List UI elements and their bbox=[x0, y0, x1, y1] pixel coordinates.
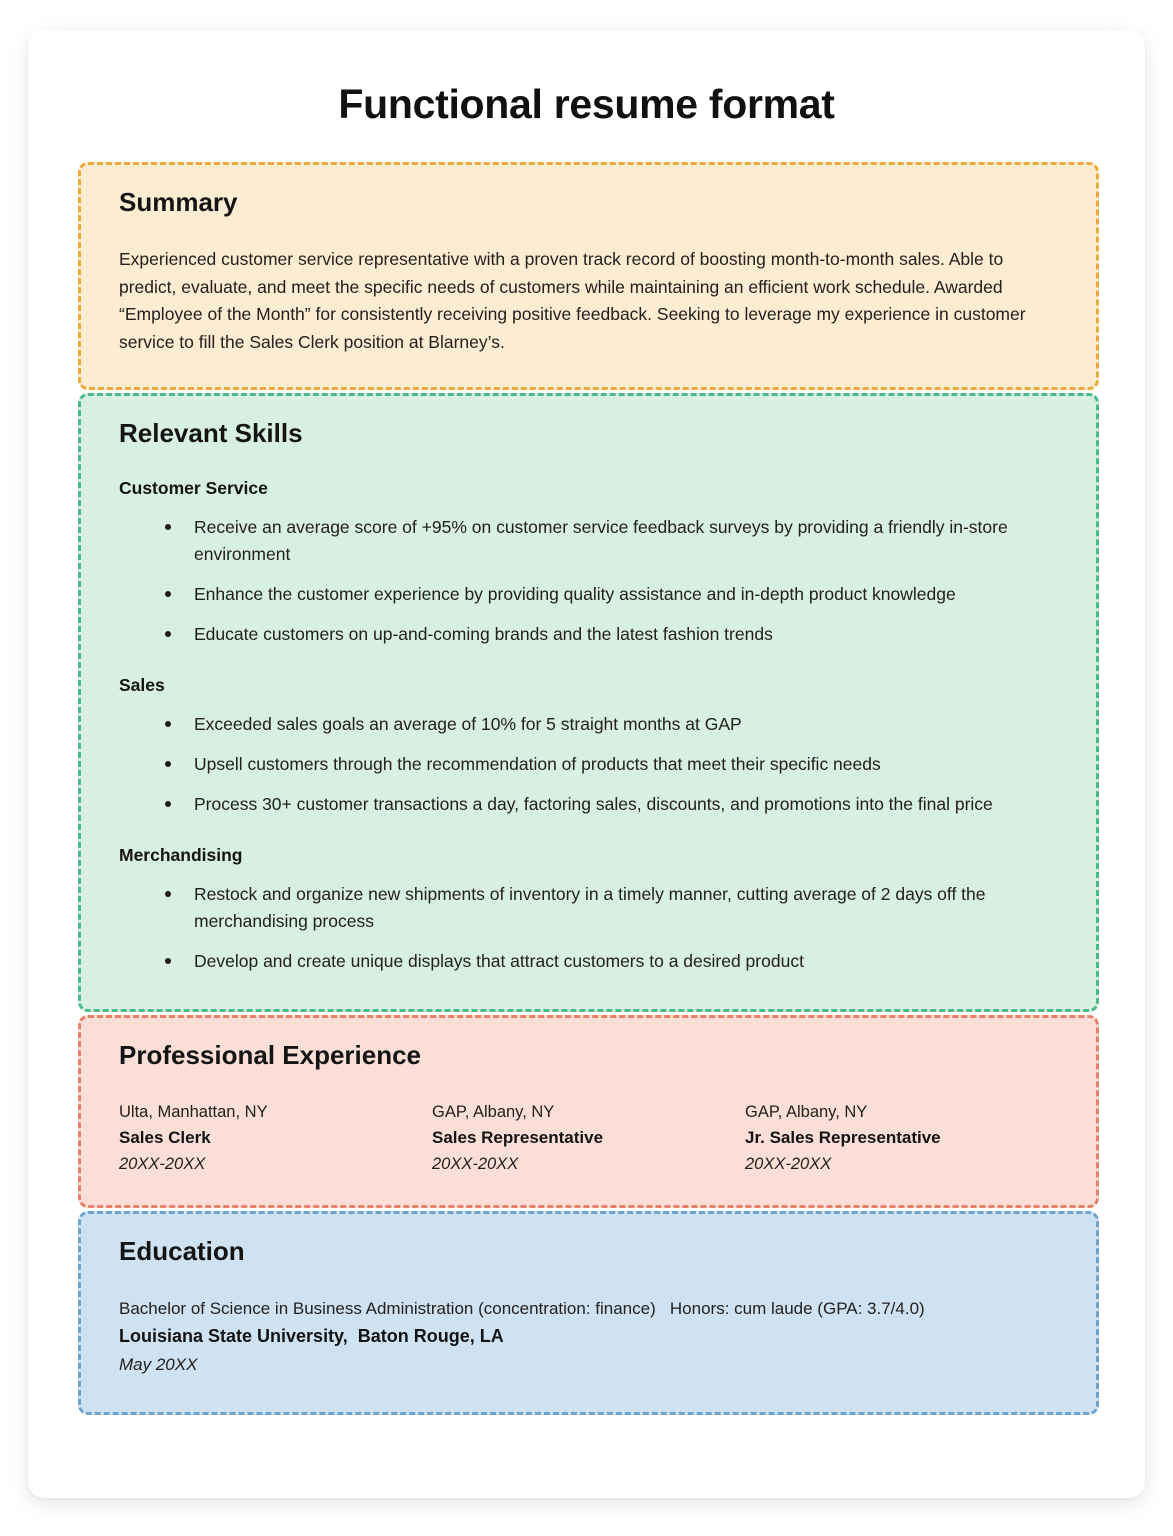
experience-entry bbox=[432, 1100, 745, 1177]
list-item: Process 30+ customer transactions a day, factoring sales, discounts, and promotions into the final price bbox=[165, 791, 1058, 818]
experience-entry bbox=[119, 1100, 432, 1177]
experience-columns bbox=[119, 1100, 1058, 1177]
list-item: Restock and organize new shipments of inventory in a timely manner, cutting average of 2 days off the merchandising process bbox=[165, 881, 1058, 935]
skill-group-title: Merchandising bbox=[119, 845, 243, 866]
list-item: Upsell customers through the recommendation of products that meet their specific needs bbox=[165, 751, 1058, 778]
skill-group-title: Sales bbox=[119, 675, 165, 696]
summary-text: Experienced customer service representative with a proven track record of boosting month-to-month sales. Able to predict, evaluate, and meet the specific needs of customers while maintaining an efficient work schedule. Awarded “Employee of the Month” for consistently receiving positive feedback. Seeking to leverage my experience in customer service to fill the Sales Clerk position at Blarney’s. bbox=[119, 249, 1026, 353]
experience-company: GAP, Albany, NY bbox=[745, 1102, 868, 1121]
education-date: May 20XX bbox=[119, 1355, 198, 1375]
skill-bullet-list bbox=[119, 881, 1058, 975]
skill-group-title: Customer Service bbox=[119, 477, 268, 498]
skill-group-customer-service bbox=[119, 477, 1058, 648]
list-item: Enhance the customer experience by providing quality assistance and in-depth product knowledge bbox=[165, 581, 1058, 608]
skill-group-merchandising bbox=[119, 844, 1058, 975]
skill-bullet-list bbox=[119, 514, 1058, 649]
resume-sections bbox=[78, 162, 1099, 1418]
education-heading: Education bbox=[119, 1236, 245, 1267]
experience-heading: Professional Experience bbox=[119, 1040, 422, 1071]
education-degree: Bachelor of Science in Business Administration (concentration: finance) Honors: cum laude (GPA: 3.7/4.0) bbox=[119, 1299, 925, 1319]
list-item: Exceeded sales goals an average of 10% for 5 straight months at GAP bbox=[165, 711, 1058, 738]
experience-role: Jr. Sales Representative bbox=[745, 1128, 941, 1148]
experience-dates: 20XX-20XX bbox=[432, 1154, 519, 1173]
list-item: Develop and create unique displays that attract customers to a desired product bbox=[165, 948, 1058, 975]
experience-dates: 20XX-20XX bbox=[119, 1154, 206, 1173]
skill-group-sales bbox=[119, 674, 1058, 818]
section-professional-experience bbox=[78, 1015, 1099, 1208]
resume-page-card bbox=[28, 30, 1145, 1498]
list-item: Receive an average score of +95% on customer service feedback surveys by providing a friendly in-store environment bbox=[165, 514, 1058, 568]
section-education bbox=[78, 1211, 1099, 1415]
summary-heading: Summary bbox=[119, 187, 238, 217]
list-item: Educate customers on up-and-coming brands and the latest fashion trends bbox=[165, 621, 1058, 648]
section-relevant-skills bbox=[78, 393, 1099, 1013]
experience-role: Sales Representative bbox=[432, 1128, 604, 1148]
experience-company: Ulta, Manhattan, NY bbox=[119, 1102, 268, 1121]
skills-heading: Relevant Skills bbox=[119, 417, 303, 448]
experience-entry bbox=[745, 1100, 1058, 1177]
page-title: Functional resume format bbox=[338, 81, 835, 127]
section-summary bbox=[78, 162, 1099, 390]
experience-company: GAP, Albany, NY bbox=[432, 1102, 555, 1121]
education-school: Louisiana State University, Baton Rouge, LA bbox=[119, 1326, 504, 1347]
experience-role: Sales Clerk bbox=[119, 1128, 211, 1148]
experience-dates: 20XX-20XX bbox=[745, 1154, 832, 1173]
skill-bullet-list bbox=[119, 711, 1058, 818]
